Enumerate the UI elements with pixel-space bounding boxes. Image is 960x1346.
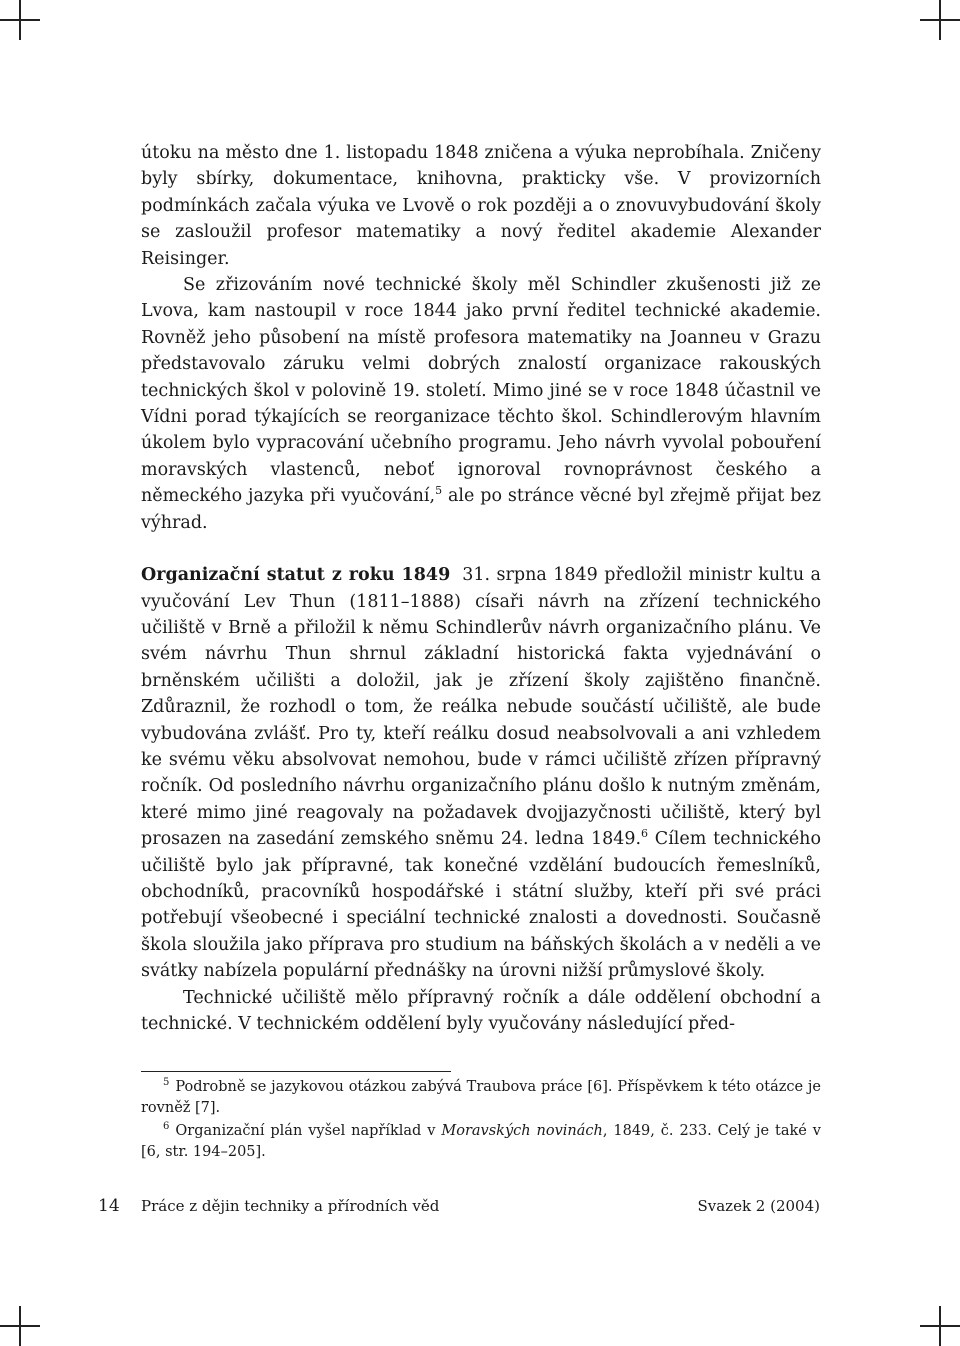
footnote-5 (141, 1077, 821, 1119)
main-text (141, 140, 821, 1037)
page-number: 14 (98, 1196, 120, 1216)
journal-title: Práce z dějin techniky a přírodních věd (141, 1197, 440, 1215)
crop-mark-top-left (0, 0, 40, 40)
section-heading: Organizační statut z roku 1849 (141, 565, 451, 586)
paragraph-3 (141, 562, 821, 985)
footnote-text: Organizační plán vyšel například v (175, 1123, 442, 1139)
footnote-text: Podrobně se jazykovou otázkou zabývá Traubova práce [6]. Příspěvkem k této otázce je rovněž [7]. (141, 1079, 821, 1116)
paragraph-4: Technické učiliště mělo přípravný ročník a dále oddělení obchodní a technické. V technickém oddělení byly vyučovány následující před- (141, 987, 821, 1034)
crop-mark-top-right (920, 0, 960, 40)
footnote-ref-6: 6 (641, 827, 649, 841)
paragraph-3-text-end: Cílem technického učiliště bylo jak přípravné, tak konečné vzdělání budoucích řemeslníků, obchodníků, pracovníků hospodářské i státní služby, kteří při své práci potřebují všeobecné i speciální technické znalosti a dovednosti. Současně škola sloužila jako příprava pro studium na báňských školách a v neděli a ve svátky nabízela populární přednášky na úrovni nižší průmyslové školy. (141, 829, 821, 982)
footnotes (141, 1077, 821, 1165)
volume-info: Svazek 2 (2004) (697, 1197, 820, 1215)
crop-mark-bottom-left (0, 1306, 40, 1346)
footnote-text-end: , 1849, č. 233. Celý je také v [6, str. 194–205]. (141, 1123, 821, 1160)
footnote-mark: 6 (163, 1121, 170, 1132)
crop-mark-bottom-right (920, 1306, 960, 1346)
footnote-ref-5: 5 (435, 484, 443, 498)
paragraph-2-text-end: ale po stránce věcné byl zřejmě přijat bez výhrad. (141, 486, 821, 533)
paragraph-3-text: 31. srpna 1849 předložil ministr kultu a vyučování Lev Thun (1811–1888) císaři návrh na zřízení technického učiliště v Brně a přiložil k němu Schindlerův návrh organizačního plánu. Ve svém návrhu Thun shrnul základní historická fakta vyjednávání o brněnském učilišti a doložil, jak je zřízení školy zajištěno finančně. Zdůraznil, že rozhodl o tom, že reálka nebude součástí učiliště, ale bude vybudována zvlášť. Pro ty, kteří reálku dosud neabsolvovali a ani vzhledem ke svému věku absolvovat nemohou, bude v rámci učiliště zřízen přípravný ročník. Od posledního návrhu organizačního plánu došlo k nutným změnám, které mimo jiné reagovaly na požadavek dvojjazyčnosti učiliště, který byl prosazen na zasedání zemského sněmu 24. ledna 1849. (141, 565, 821, 850)
footnote-italic-title: Moravských novinách (441, 1123, 603, 1139)
footnote-rule (141, 1071, 451, 1072)
footnote-6 (141, 1121, 821, 1163)
paragraph-2 (141, 272, 821, 536)
paragraph-1: útoku na město dne 1. listopadu 1848 zničena a výuka neprobíhala. Zničeny byly sbírky, dokumentace, knihovna, prakticky vše. V provizorních podmínkách začala výuka ve Lvově o rok později a o znovuvybudování školy se zasloužil profesor matematiky a nový ředitel akademie Alexander Reisinger. (141, 143, 821, 269)
footnote-mark: 5 (163, 1077, 170, 1088)
paragraph-2-text: Se zřizováním nové technické školy měl Schindler zkušenosti již ze Lvova, kam nastoupil v roce 1844 jako první ředitel technické akademie. Rovněž jeho působení na místě profesora matematiky na Joanneu v Grazu představovalo záruku velmi dobrých znalostí organizace rakouských technických škol v polovině 19. století. Mimo jiné se v roce 1848 účastnil ve Vídni porad týkajících se reorganizace těchto škol. Schindlerovým hlavním úkolem bylo vypracování učebního programu. Jeho návrh vyvolal pobouření moravských vlastenců, neboť ignoroval rovnoprávnost českého a německého jazyka při vyučování, (141, 275, 821, 507)
